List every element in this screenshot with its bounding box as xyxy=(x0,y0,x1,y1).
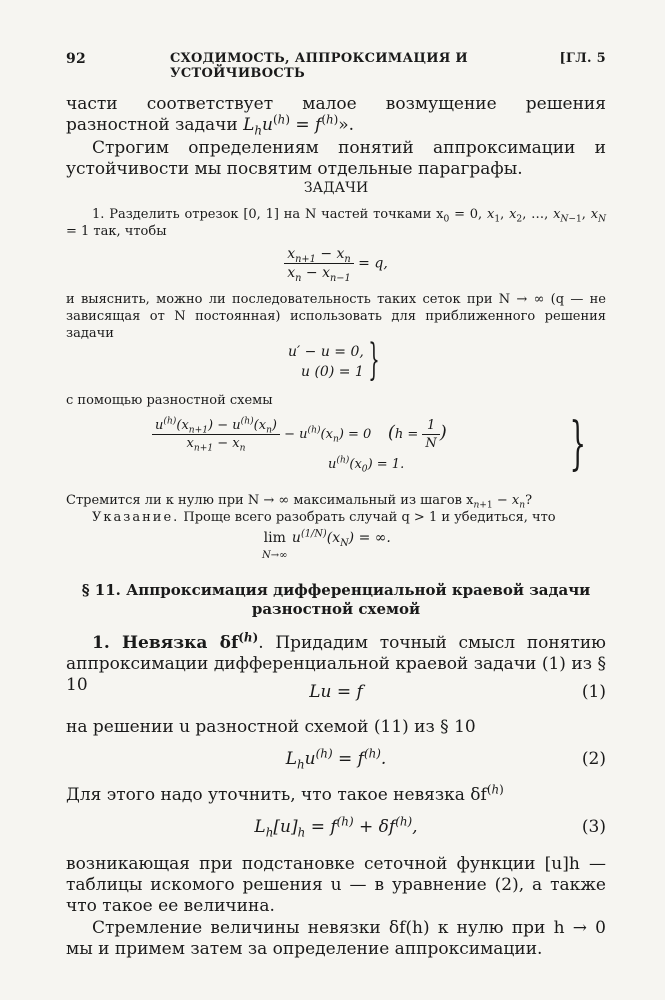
task-1-text: 1. Разделить отрезок [0, 1] на N частей точками $x_0 = 0$, $x_1$, $x_2$, …, $x_{N-1}$, $x_N = 1$ так, чтобы xyxy=(66,207,607,239)
page-number: 92 xyxy=(66,51,87,67)
running-header xyxy=(66,46,606,81)
task-1-hint: Указание. Проще всего разобрать случай q > 1 и убедиться, что xyxy=(92,510,556,525)
task-1-step-question: Стремится ли к нулю при N → ∞ максимальный из шагов $x_{n+1} - x_n$? xyxy=(66,493,533,511)
equation-number-2: (2) xyxy=(581,749,606,769)
equation-2: $L_hu^{(h)} = f^{(h)}$. (2) xyxy=(285,746,606,772)
intro-paragraph-1: части соответствует малое возмущение решения разностной задачи $L_hu^{(h)} = f^{(h)}$». xyxy=(66,94,606,138)
equation-number-1: (1) xyxy=(581,682,606,702)
approximation-definition: Стремление величины невязки δf(h) к нулю при h → 0 мы и примем затем за определение аппроксимации. xyxy=(66,918,606,959)
running-title: СХОДИМОСТЬ, АППРОКСИМАЦИЯ И УСТОЙЧИВОСТЬ xyxy=(170,51,469,81)
section-title: § 11. Аппроксимация дифференциальной краевой задачи разностной схемой xyxy=(81,581,591,618)
intro-paragraph-2: Строгим определениям понятий аппроксимации и устойчивости мы посвятим отдельные параграфы. xyxy=(66,138,606,179)
ratio-equation: $\frac{x_{n+1} - x_n}{x_n - x_{n-1}}$ = q, xyxy=(66,246,606,281)
right-brace: } xyxy=(368,335,380,386)
right-brace: } xyxy=(569,412,586,478)
item-1-paragraph: 1. Невязка $\delta f^{(h)}$. Придадим точный смысл понятию аппроксимации дифференциальной краевой задачи (1) из § 10 xyxy=(66,630,606,695)
equation-3: $L_h[u]_h = f^{(h)} + \delta f^{(h)}$, (3) xyxy=(254,814,606,840)
limit-equation: lim N→∞ $u^{(1/N)}(x_N)$ = ∞. xyxy=(262,528,391,561)
task-1-question: и выяснить, можно ли последовательность таких сеток при N → ∞ (q — не зависящая от N постоянная) использовать для приближенного решения задачи xyxy=(66,292,606,341)
residual-intro: Для этого надо уточнить, что такое невязка $\delta f^{(h)}$ xyxy=(66,782,504,805)
ode-equation: u′ − u = 0, xyxy=(288,344,364,360)
chapter-label: [ГЛ. 5 xyxy=(559,51,606,66)
tasks-heading: ЗАДАЧИ xyxy=(303,180,369,196)
ode-system xyxy=(288,335,488,386)
equation-number-3: (3) xyxy=(581,817,606,837)
ode-initial-condition: u (0) = 1 xyxy=(301,364,364,380)
equation-1: Lu = f (1) xyxy=(309,682,606,702)
difference-scheme: $\frac{u^{(h)}(x_{n+1}) - u^{(h)}(x_n)}{x_{n+1} - x_n}$ − $u^{(h)}(x_n) = 0$ (h = $\frac{1}{N}$ ) $u^{(h)}(x_0) = 1$. } xyxy=(152,418,592,472)
scheme-intro: с помощью разностной схемы xyxy=(66,393,273,408)
residual-explanation: возникающая при подстановке сеточной функции [u]h — таблицы искомого решения u — в уравнение (2), а также что такое ее величина. xyxy=(66,854,606,916)
solution-line: на решении u разностной схемой (11) из § 10 xyxy=(66,717,476,737)
